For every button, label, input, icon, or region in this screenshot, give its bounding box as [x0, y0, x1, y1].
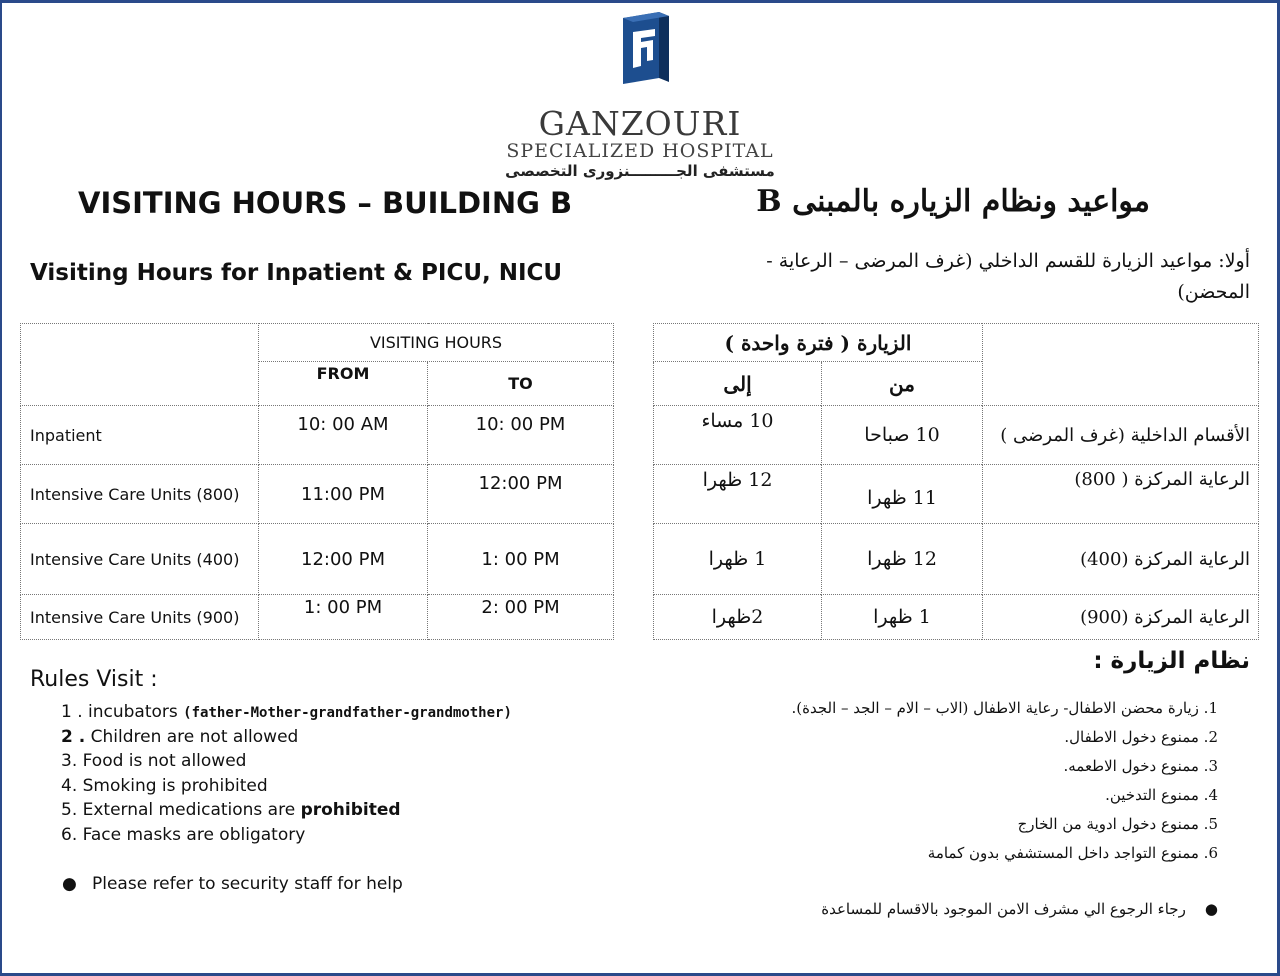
to-time-arabic: 2ظهرا	[654, 595, 822, 640]
to-time: 12:00 PM	[428, 465, 614, 524]
security-note-text-arabic: رجاء الرجوع الي مشرف الامن الموجود بالاقسام للمساعدة	[821, 900, 1186, 918]
rule-text: 5. External medications are	[61, 800, 301, 820]
bullet-icon: ●	[62, 874, 77, 894]
to-time-arabic: 1 ظهرا	[654, 524, 822, 595]
from-time: 12:00 PM	[259, 524, 428, 595]
from-time: 10: 00 AM	[259, 406, 428, 465]
table-row	[21, 595, 614, 640]
from-time-arabic: 12 ظهرا	[822, 524, 983, 595]
visiting-hours-header: VISITING HOURS	[259, 324, 614, 362]
subheading-arabic: أولا: مواعيد الزيارة للقسم الداخلي (غرف المرضى – الرعاية - المحضن)	[766, 250, 1250, 303]
table-row	[654, 465, 1259, 524]
row-label-arabic: الرعاية المركزة (400)	[983, 524, 1259, 595]
rule-emphasis: prohibited	[300, 800, 401, 820]
row-label: Intensive Care Units (900)	[21, 595, 259, 640]
rule-text: Children are not allowed	[85, 726, 299, 747]
table-row	[21, 406, 614, 465]
table-row	[654, 524, 1259, 595]
from-time: 1: 00 PM	[259, 595, 428, 640]
row-label-arabic: الرعاية المركزة (900)	[983, 595, 1259, 640]
logo-name: GANZOURI	[538, 104, 742, 143]
subheading-english: Visiting Hours for Inpatient & PICU, NICU	[30, 260, 563, 286]
security-note-arabic	[821, 900, 1218, 918]
visiting-hours-table-arabic	[653, 323, 1259, 640]
rule-item	[61, 798, 512, 823]
row-label-arabic: الأقسام الداخلية (غرف المرضى )	[983, 406, 1259, 465]
rules-list-english	[61, 700, 512, 847]
visiting-hours-header-arabic: الزيارة ( فترة واحدة )	[654, 324, 983, 362]
empty-header-cell	[983, 324, 1259, 406]
rules-title-arabic: نظام الزيارة :	[1093, 648, 1250, 674]
rule-item: 3. Food is not allowed	[61, 751, 247, 771]
table-row	[21, 465, 614, 524]
to-header: TO	[428, 362, 614, 406]
from-time-arabic: 10 صباحا	[822, 406, 983, 465]
rule-number: 2 .	[61, 726, 86, 747]
from-time: 11:00 PM	[259, 465, 428, 524]
security-note-text: Please refer to security staff for help	[92, 874, 403, 894]
from-time-arabic: 11 ظهرا	[822, 465, 983, 524]
rule-relatives: (father-Mother-grandfather-grandmother)	[183, 705, 512, 721]
to-header-arabic: إلى	[654, 362, 822, 406]
rule-item	[61, 725, 512, 750]
rule-item: 6. Face masks are obligatory	[61, 824, 306, 845]
logo-subtitle: SPECIALIZED HOSPITAL	[506, 140, 774, 162]
to-time: 2: 00 PM	[428, 595, 614, 640]
rule-item-arabic: 6. ممنوع التواجد داخل المستشفي بدون كمامة	[927, 844, 1218, 862]
rule-item-arabic: 3. ممنوع دخول الاطعمه.	[1063, 757, 1218, 775]
empty-header-cell	[21, 324, 259, 406]
rules-title-english: Rules Visit :	[30, 667, 158, 692]
to-time-arabic: 10 مساء	[654, 406, 822, 465]
from-header-arabic: من	[822, 362, 983, 406]
rule-item: 4. Smoking is prohibited	[61, 775, 268, 796]
to-time-arabic: 12 ظهرا	[654, 465, 822, 524]
row-label: Inpatient	[21, 406, 259, 465]
table-row	[654, 595, 1259, 640]
table-row	[654, 406, 1259, 465]
security-note-english	[62, 874, 403, 894]
logo-arabic-name: مستشفى الجـــــــــنزورى التخصصى	[505, 162, 775, 180]
logo-mark-icon	[619, 12, 671, 86]
page-title-english: VISITING HOURS – BUILDING B	[78, 186, 573, 220]
visiting-hours-table-english	[20, 323, 614, 640]
rule-item-arabic: 1. زيارة محضن الاطفال- رعاية الاطفال (الاب – الام – الجد – الجدة).	[791, 699, 1218, 717]
row-label: Intensive Care Units (800)	[21, 465, 259, 524]
rule-item-arabic: 4. ممنوع التدخين.	[1105, 786, 1218, 804]
rule-text: 1 . incubators	[61, 702, 184, 722]
table-row	[21, 524, 614, 595]
to-time: 1: 00 PM	[428, 524, 614, 595]
from-time-arabic: 1 ظهرا	[822, 595, 983, 640]
bullet-icon: ●	[1185, 900, 1218, 918]
rules-list-arabic	[658, 694, 1218, 868]
rule-item-arabic: 2. ممنوع دخول الاطفال.	[1064, 728, 1218, 746]
to-time: 10: 00 PM	[428, 406, 614, 465]
rule-item-arabic: 5. ممنوع دخول ادوية من الخارج	[1017, 815, 1218, 833]
hospital-logo	[500, 12, 780, 180]
rule-item	[61, 700, 512, 725]
page-title-arabic: مواعيد ونظام الزياره بالمبنى B	[756, 184, 1150, 219]
row-label-arabic: الرعاية المركزة ( 800)	[983, 465, 1259, 524]
from-header: FROM	[259, 362, 428, 406]
row-label: Intensive Care Units (400)	[21, 524, 259, 595]
